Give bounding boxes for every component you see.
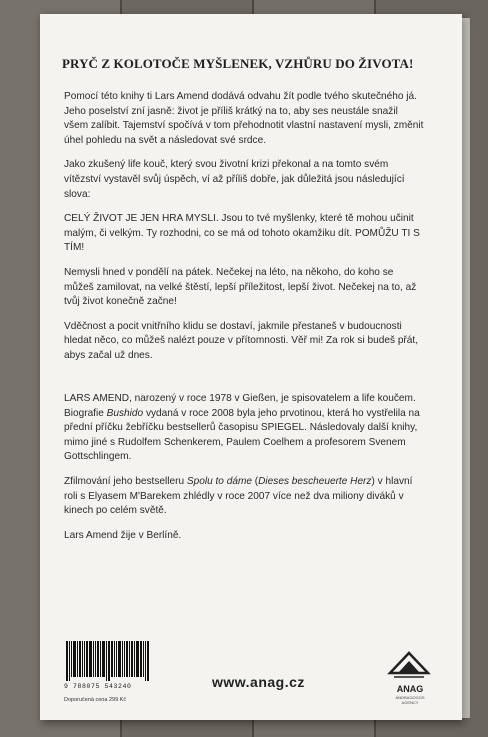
barcode-bar — [108, 641, 110, 681]
barcode-bar — [82, 641, 83, 677]
barcode-bar — [84, 641, 85, 677]
barcode — [66, 641, 164, 681]
barcode-bar — [97, 641, 99, 677]
barcode-bar — [95, 641, 96, 677]
barcode-bar — [131, 641, 133, 677]
blurb-paragraph-2: Jako zkušený life kouč, který svou životní krizi překonal a na tomto svém vítězství vystavěl svůj úspěch, ví až příliš dobře, jak důležitá jsou následující slova: — [64, 159, 405, 200]
barcode-bar — [136, 641, 139, 677]
barcode-bar — [129, 641, 130, 677]
barcode-bar — [79, 641, 81, 677]
barcode-bar — [111, 641, 113, 677]
bio-text: vydaná v roce 2008 byla jeho prvotinou, která ho vystřelila na přední příčku žebříčku bestsellerů časopisu SPIEGEL. Následovaly další knihy, mimo jiné s Rudolfem Schenkerem, Paulem Coelhem a profesorem Svenem Gottschlingem. — [64, 407, 420, 463]
publisher-subtitle — [380, 695, 440, 705]
barcode-bar — [118, 641, 121, 677]
blurb-paragraph-4: Nemysli hned v pondělí na pátek. Nečekej na léto, na někoho, do koho se můžeš zamilovat, na velké štěstí, lepší příležitost, lepší život. Nečekej na to, až tvůj život konečně začne! — [64, 266, 417, 308]
barcode-bar — [147, 641, 149, 681]
barcode-bar — [69, 641, 70, 681]
barcode-bar — [89, 641, 92, 677]
barcode-bar — [140, 641, 142, 677]
bio-title-italic: Bushido — [106, 407, 144, 419]
author-bio-paragraph-1 — [64, 392, 424, 465]
blurb — [64, 90, 424, 374]
blurb-paragraph-5: Vděčnost a pocit vnitřního klidu se dostaví, jakmile přestaneš v budoucnosti hledat něco, co můžeš nalézt pouze v přítomnosti. Věř mi! Za rok si budeš přát, abys začal už dnes. — [64, 320, 419, 361]
author-bio — [64, 392, 424, 553]
film-original-title-italic: Dieses bescheuerte Herz — [258, 475, 372, 487]
publisher-name: ANAG — [396, 684, 424, 694]
barcode-bar — [143, 641, 144, 677]
barcode-bar — [86, 641, 88, 677]
barcode-bar — [66, 641, 68, 681]
publisher-website: www.anag.cz — [212, 674, 305, 690]
barcode-bar — [126, 641, 128, 677]
bio-text: LARS AMEND, narozený v roce 1978 v Gießen, je spisovatelem a life koučem. Biografie — [64, 393, 416, 419]
barcode-bar — [124, 641, 125, 677]
author-bio-paragraph-3: Lars Amend žije v Berlíně. — [64, 529, 182, 541]
bio-text: ) v hlavní roli s Elyasem M'Barekem zhlédly v roce 2007 více než dva miliony diváků v kinech po celém světě. — [64, 475, 413, 517]
blurb-paragraph-1: Pomocí této knihy ti Lars Amend dodává odvahu žít podle tvého skutečného já. Jeho poselství zní jasně: život je příliš krátký na to, aby ses neustále snažil všem zalíbit. Tajemství spočívá v tom přehodnotit vlastní nastavení mysli, změnit úhel pohledu na svět a následovat své srdce. — [64, 91, 424, 146]
film-title-italic: Spolu to dáme — [186, 475, 252, 487]
barcode-bar — [106, 641, 107, 681]
publisher-sub-1: ANDRAGOGOS — [395, 695, 425, 700]
barcode-bar — [102, 641, 105, 677]
barcode-number: 9 788075 543240 — [64, 683, 132, 690]
book-spine-edge — [462, 18, 470, 718]
bio-text: ( — [251, 475, 259, 487]
barcode-bar — [73, 641, 76, 677]
barcode-bar — [145, 641, 146, 681]
blurb-paragraph-3: CELÝ ŽIVOT JE JEN HRA MYSLI. Jsou to tvé myšlenky, které tě mohou učinit malým, či velkým. Ty rozhodni, co se má od tohoto okamžiku dít. POMŮŽU TI S TÍM! — [64, 213, 420, 254]
publisher-sub-2: AGENCY — [401, 700, 419, 705]
barcode-bar — [116, 641, 117, 677]
barcode-bar — [77, 641, 78, 677]
author-bio-paragraph-2 — [64, 475, 424, 519]
barcode-bar — [122, 641, 123, 677]
barcode-bar — [100, 641, 101, 677]
book-back-cover — [40, 14, 462, 720]
barcode-bar — [114, 641, 115, 677]
bio-text: Zfilmování jeho bestselleru — [64, 475, 187, 487]
barcode-bar — [134, 641, 135, 677]
cover-headline: PRYČ Z KOLOTOČE MYŠLENEK, VZHŮRU DO ŽIVOTA! — [62, 56, 414, 71]
recommended-price: Doporučená cena 299 Kč — [64, 697, 127, 703]
barcode-bar — [93, 641, 94, 677]
barcode-bar — [71, 641, 72, 677]
